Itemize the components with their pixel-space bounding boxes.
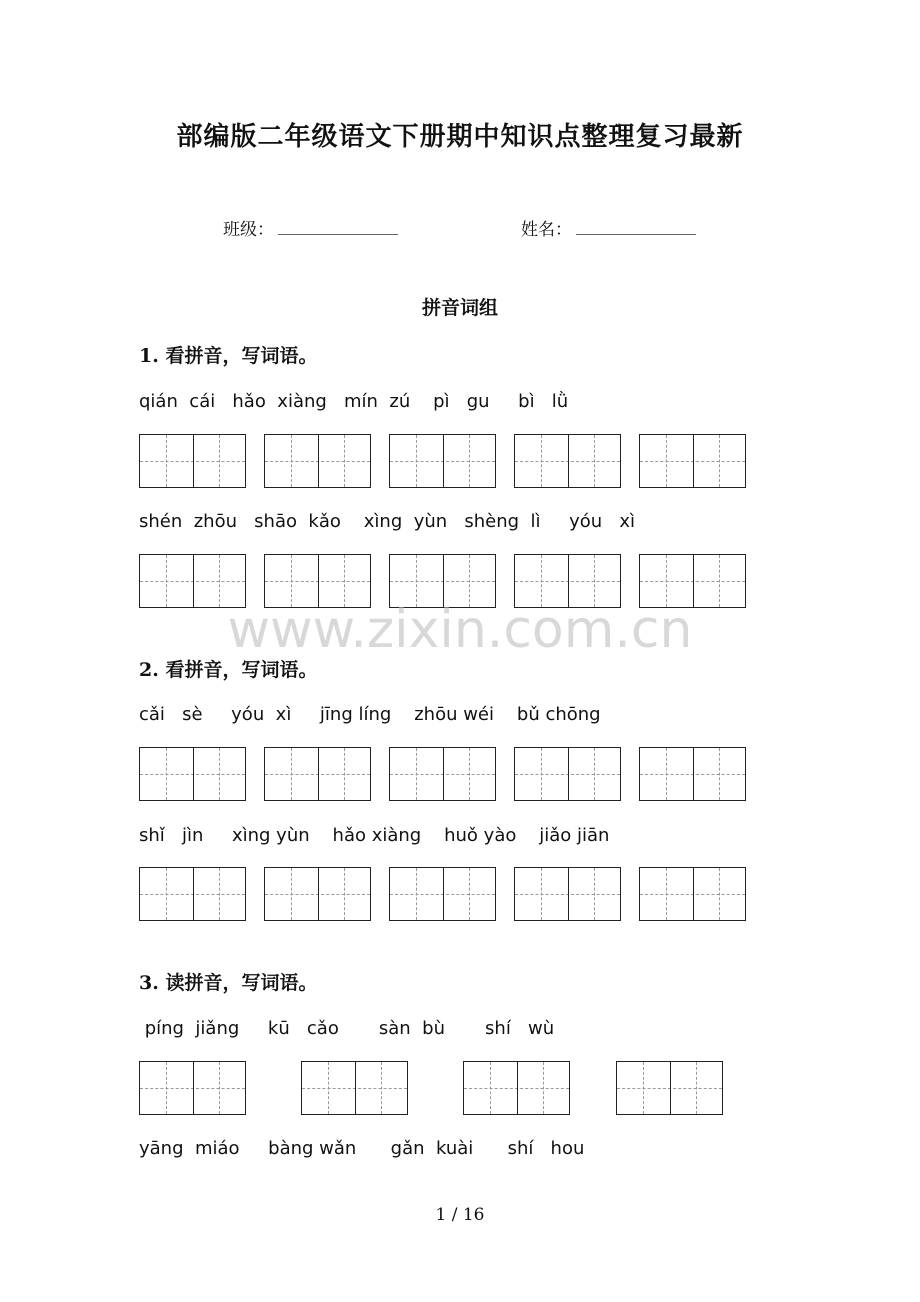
writing-box[interactable] (514, 747, 621, 801)
writing-box[interactable] (139, 1061, 246, 1115)
page-number: 1 / 16 (435, 1205, 485, 1225)
name-blank-line (576, 220, 696, 235)
pinyin-row: cǎi sè yóu xì jīng líng zhōu wéi bǔ chōng (139, 704, 601, 725)
pinyin-row: shǐ jìn xìng yùn hǎo xiàng huǒ yào jiǎo jiān (139, 825, 610, 846)
pinyin-row: yāng miáo bàng wǎn gǎn kuài shí hou (139, 1138, 585, 1159)
class-field (223, 215, 398, 240)
name-label: 姓名： (521, 220, 572, 240)
question-heading: 1. 看拼音，写词语。 (139, 345, 318, 367)
writing-box[interactable] (264, 434, 371, 488)
writing-box[interactable] (389, 867, 496, 921)
writing-box[interactable] (139, 747, 246, 801)
writing-box[interactable] (639, 867, 746, 921)
section-title: 拼音词组 (421, 297, 498, 319)
writing-box[interactable] (514, 434, 621, 488)
class-label: 班级： (223, 220, 274, 240)
writing-box[interactable] (389, 747, 496, 801)
class-blank-line (278, 220, 398, 235)
writing-box[interactable] (301, 1061, 408, 1115)
question-heading: 3. 读拼音，写词语。 (139, 972, 318, 994)
writing-box[interactable] (139, 434, 246, 488)
writing-box[interactable] (264, 747, 371, 801)
writing-box[interactable] (639, 747, 746, 801)
writing-box[interactable] (514, 867, 621, 921)
writing-box[interactable] (139, 867, 246, 921)
question-heading: 2. 看拼音，写词语。 (139, 659, 318, 681)
writing-box[interactable] (463, 1061, 570, 1115)
document-title: 部编版二年级语文下册期中知识点整理复习最新 (176, 122, 744, 152)
pinyin-row: qián cái hǎo xiàng mín zú pì gu bì lǜ (139, 391, 569, 412)
name-field (521, 215, 696, 240)
writing-box[interactable] (389, 434, 496, 488)
watermark: www.zixin.com.cn (227, 600, 693, 660)
pinyin-row: píng jiǎng kū cǎo sàn bù shí wù (139, 1018, 555, 1039)
pinyin-row: shén zhōu shāo kǎo xìng yùn shèng lì yóu xì (139, 511, 635, 532)
writing-box[interactable] (639, 434, 746, 488)
writing-box[interactable] (616, 1061, 723, 1115)
writing-box[interactable] (264, 867, 371, 921)
